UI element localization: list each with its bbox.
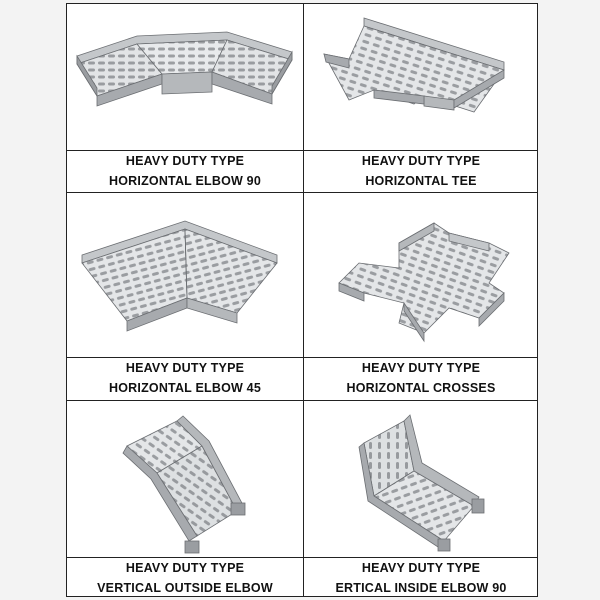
caption-line-type: HEAVY DUTY TYPE <box>125 154 245 168</box>
caption-line-type: HEAVY DUTY TYPE <box>125 561 245 575</box>
caption-horizontal-crosses <box>304 357 538 400</box>
caption-line-type: HEAVY DUTY TYPE <box>125 361 245 375</box>
catalog-sheet <box>66 3 538 597</box>
caption-line-type: HEAVY DUTY TYPE <box>361 361 481 375</box>
caption-line-part: HORIZONTAL ELBOW 45 <box>109 381 261 395</box>
vertical-inside-elbow-illustration <box>304 401 538 557</box>
panel-horizontal-crosses <box>304 193 538 400</box>
caption-line-type: HEAVY DUTY TYPE <box>361 561 481 575</box>
caption-vertical-outside-elbow <box>67 557 303 596</box>
caption-line-type: HEAVY DUTY TYPE <box>361 154 481 168</box>
caption-horizontal-elbow-90 <box>67 150 303 192</box>
panel-vertical-inside-elbow-90 <box>304 401 538 596</box>
horizontal-elbow-90-illustration <box>67 4 303 150</box>
vertical-outside-elbow-illustration <box>67 401 303 557</box>
caption-line-part: HORIZONTAL ELBOW 90 <box>109 174 261 188</box>
caption-line-part: VERTICAL OUTSIDE ELBOW <box>97 581 273 595</box>
caption-line-part: ERTICAL INSIDE ELBOW 90 <box>335 581 507 595</box>
panel-horizontal-elbow-45 <box>67 193 303 400</box>
panel-horizontal-tee <box>304 4 538 192</box>
caption-line-part: HORIZONTAL CROSSES <box>346 381 496 395</box>
caption-horizontal-tee <box>304 150 538 192</box>
caption-line-part: HORIZONTAL TEE <box>365 174 477 188</box>
horizontal-elbow-45-illustration <box>67 193 303 357</box>
horizontal-tee-illustration <box>304 4 538 150</box>
caption-vertical-inside-elbow-90 <box>304 557 538 596</box>
panel-vertical-outside-elbow <box>67 401 303 596</box>
horizontal-crosses-illustration <box>304 193 538 357</box>
caption-horizontal-elbow-45 <box>67 357 303 400</box>
panel-horizontal-elbow-90 <box>67 4 303 192</box>
